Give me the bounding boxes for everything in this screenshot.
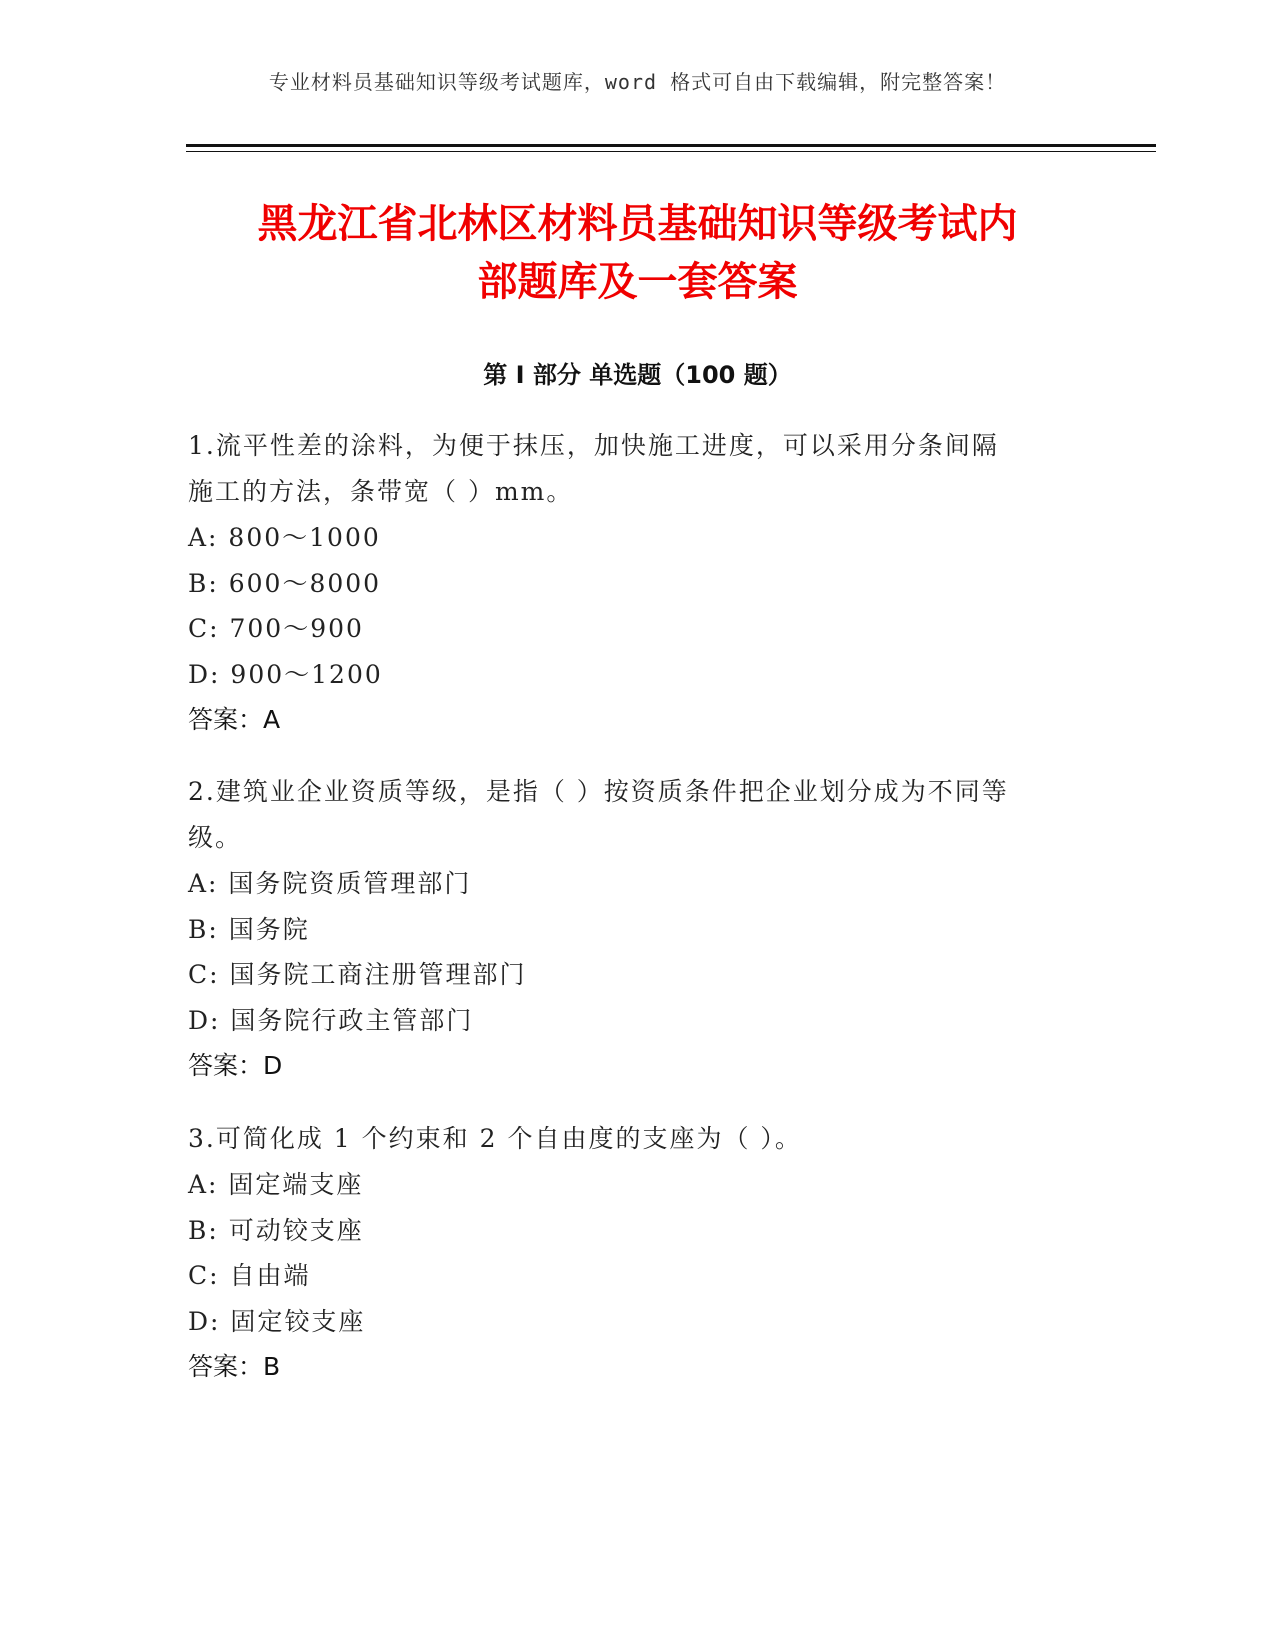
option-a: A: 800～1000: [188, 523, 381, 552]
option-b: B: 600～8000: [188, 568, 382, 598]
header-divider-thin: [186, 151, 1156, 152]
answer: 答案：B: [188, 1352, 281, 1381]
question-stem-line-2: 施工的方法，条带宽（ ）mm。: [188, 477, 574, 506]
option-c: C: 700～900: [188, 614, 364, 643]
option-d: D: 固定铰支座: [188, 1306, 366, 1336]
section-title: 第 I 部分 单选题（100 题）: [483, 361, 792, 389]
answer: 答案：A: [188, 705, 281, 734]
question-stem-line-1: 3.可简化成 1 个约束和 2 个自由度的支座为（ ）。: [188, 1124, 802, 1153]
question-1: [188, 423, 1078, 743]
option-a: A: 固定端支座: [188, 1170, 364, 1199]
option-a: A: 国务院资质管理部门: [188, 869, 472, 898]
question-stem: [188, 1116, 1078, 1162]
option-d: D: 国务院行政主管部门: [188, 1005, 474, 1035]
document-title-line-2: 部题库及一套答案: [477, 259, 798, 305]
option-d: D: 900～1200: [188, 659, 383, 689]
question-stem: [188, 423, 1078, 515]
question-stem: [188, 769, 1078, 861]
question-stem-line-1: 2.建筑业企业资质等级，是指（ ）按资质条件把企业划分成为不同等: [188, 777, 1009, 806]
question-3: [188, 1116, 1078, 1390]
option-b: B: 国务院: [188, 914, 310, 944]
option-b: B: 可动铰支座: [188, 1215, 364, 1245]
option-c: C: 国务院工商注册管理部门: [188, 960, 527, 989]
document-title: [150, 195, 1125, 311]
question-stem-line-2: 级。: [188, 823, 243, 852]
header-note: 专业材料员基础知识等级考试题库，word 格式可自由下载编辑，附完整答案！: [268, 70, 1007, 94]
question-2: [188, 769, 1078, 1089]
header-divider-thick: [186, 144, 1156, 147]
question-stem-line-1: 1.流平性差的涂料，为便于抹压，加快施工进度，可以采用分条间隔: [188, 431, 999, 460]
option-c: C: 自由端: [188, 1261, 311, 1290]
answer: 答案：D: [188, 1051, 283, 1080]
document-title-line-1: 黑龙江省北林区材料员基础知识等级考试内: [257, 201, 1018, 247]
